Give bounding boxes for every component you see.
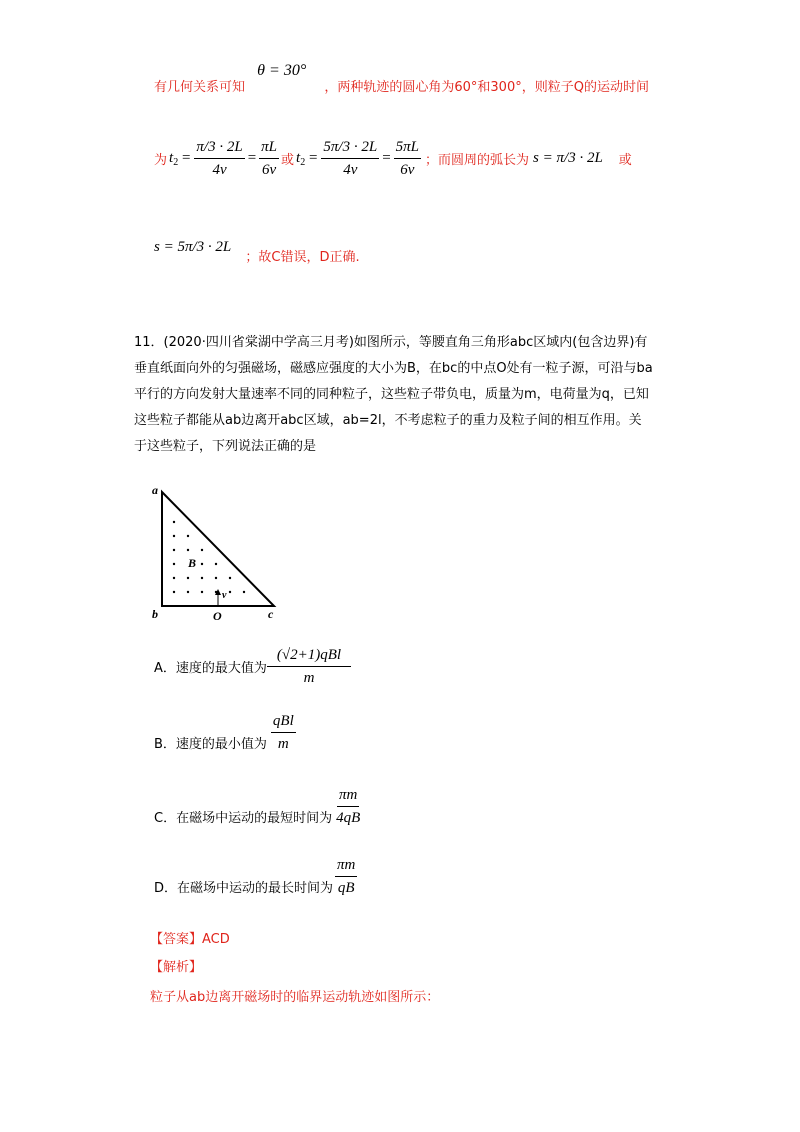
or-text: 或 [281,153,295,168]
field-dot [173,591,175,593]
equals-sign: = [382,150,391,166]
field-dot [187,549,189,551]
fraction-denominator: 4v [212,162,227,178]
arc-length-equation: s = π/3 · 2L [533,150,603,166]
field-dot [173,563,175,565]
analysis-text: 粒子从ab边离开磁场时的临界运动轨迹如图所示： [150,990,440,1005]
option-a-fraction [267,646,351,687]
time-fraction-3 [321,138,379,179]
label-a: a [152,483,158,497]
field-dot [187,591,189,593]
equals-sign: = [247,150,257,166]
time-fraction-2 [259,138,279,179]
label-c: c [268,607,274,621]
field-dot [215,563,217,565]
t2-label: $t_2$ = [296,149,318,168]
field-dot [173,549,175,551]
field-dot [201,563,203,565]
field-dot [173,521,175,523]
t2-label: $t_2$ = [169,149,191,168]
option-b-fraction [271,712,296,753]
label-O: O [213,609,222,622]
solution-text: ，两种轨迹的圆心角为60°和300°，则粒子Q的运动时间 [324,80,649,95]
answer-text: 【答案】ACD [150,932,230,947]
or-text: 或 [618,153,632,168]
option-b-label: B．速度的最小值为 [154,737,267,752]
field-dot [201,549,203,551]
fraction-numerator: (√2+1)qBl [267,646,351,667]
t-subscript: 2 [173,156,179,168]
fraction-denominator: qB [337,880,355,896]
field-dot [201,577,203,579]
fraction-numerator: 5πL [394,138,421,159]
fraction-numerator: πm [337,786,359,807]
fraction-numerator: 5π/3 · 2L [321,138,379,159]
analysis-label: 【解析】 [150,960,203,975]
label-b: b [152,607,158,621]
fraction-numerator: πm [335,856,357,877]
label-v: v [222,590,227,601]
field-dot [215,577,217,579]
time-fraction-4 [394,138,421,179]
option-d-label: D．在磁场中运动的最长时间为 [154,881,334,896]
t-symbol: t [169,149,174,166]
field-dot [229,591,231,593]
question-11-text: 11．(2020·四川省棠湖中学高三月考)如图所示，等腰直角三角形abc区域内(包含边界)有垂直纸面向外的匀强磁场，磁感应强度的大小为B，在bc的中点O处有一粒子源，可沿与ba平行的方向发射大量速率不同的同种粒子，这些粒子带负电，质量为m，电荷量为q，已知这些粒子都能从ab边离开abc区域，ab=2l，不考虑粒子的重力及粒子间的相互作用。关于这些粒子，下列说法正确的是 [134,335,653,454]
option-c-fraction [334,786,362,827]
option-d[interactable] [154,856,357,897]
option-a[interactable] [154,646,351,687]
field-dot [187,577,189,579]
arc-length-equation: s = 5π/3 · 2L [154,239,232,255]
field-dot [243,591,245,593]
fraction-denominator: 6v [262,162,277,178]
field-dot [229,577,231,579]
fraction-numerator: qBl [271,712,296,733]
field-dot [201,591,203,593]
solution-text: 为 [154,153,168,168]
solution-text: 有几何关系可知 [154,80,246,95]
label-B: B [188,556,197,570]
solution-line-1 [154,62,649,95]
solution-text: ；故C错误，D正确. [245,250,360,265]
field-dot [173,577,175,579]
field-dot [187,535,189,537]
solution-text: ；而圆周的弧长为 [425,153,530,168]
fraction-denominator: 4qB [336,810,361,826]
magnetic-field-dots [173,521,245,593]
fraction-numerator: πL [259,138,279,159]
theta-equation: θ = 30° [257,62,307,79]
option-c-label: C．在磁场中运动的最短时间为 [154,811,333,826]
option-c[interactable] [154,786,362,827]
fraction-numerator: π/3 · 2L [194,138,244,159]
field-dot [173,535,175,537]
fraction-denominator: m [277,736,289,752]
option-d-fraction [335,856,357,897]
solution-line-2 [154,138,632,179]
time-fraction-1 [194,138,244,179]
triangle-figure [150,482,290,622]
fraction-denominator: m [303,670,315,686]
option-a-label: A．速度的最大值为 [154,661,267,676]
fraction-denominator: 6v [400,162,415,178]
solution-line-3 [154,236,360,265]
option-b[interactable] [154,712,296,753]
fraction-denominator: 4v [343,162,358,178]
triangle-abc [162,492,274,606]
